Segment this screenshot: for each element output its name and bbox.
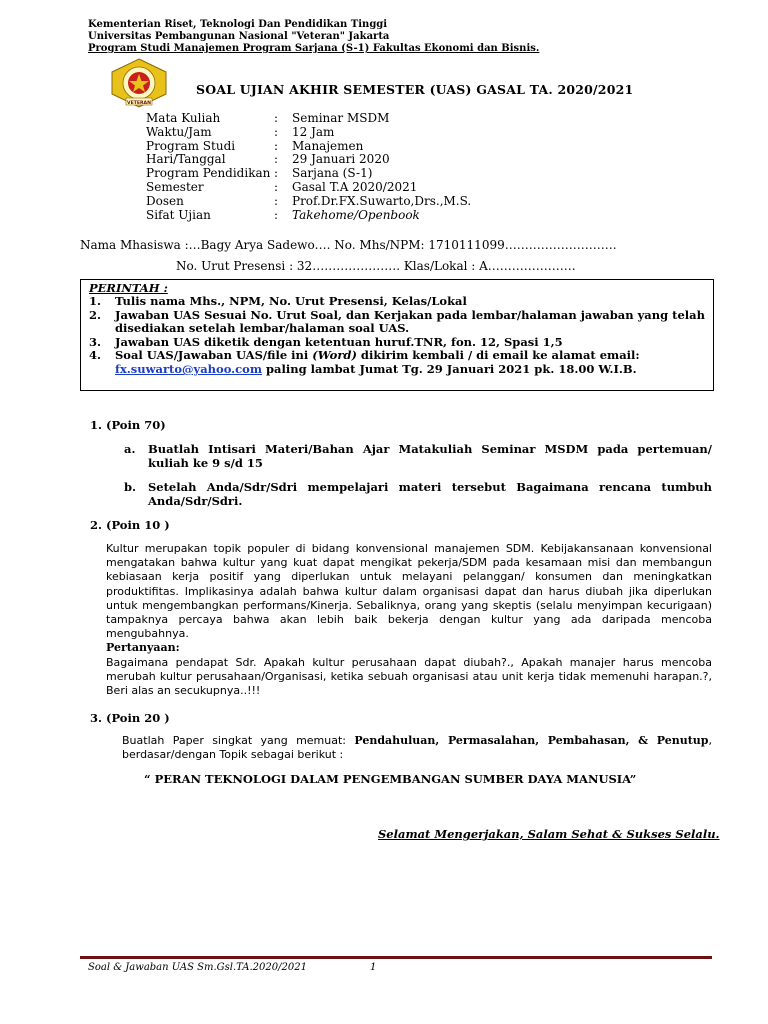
university-seal-icon (106, 58, 172, 108)
instruction-item: 4. Soal UAS/Jawaban UAS/file ini (Word) dikirim kembali / di email ke alamat email: fx.suwarto@yahoo.com paling lambat Jumat Tg. 29 Januari 2021 pk. 18.00 W.I.B. (89, 348, 640, 376)
meta-value: Sarjana (S-1) (292, 166, 373, 181)
meta-row (146, 167, 471, 181)
program-name: Program Studi Manajemen Program Sarjana (S-1) Fakultas Ekonomi dan Bisnis. (88, 43, 540, 54)
meta-colon: : (274, 138, 279, 153)
meta-colon: : (274, 179, 279, 194)
email-link[interactable]: fx.suwarto@yahoo.com (115, 361, 263, 376)
meta-label: Mata Kuliah (146, 111, 221, 125)
question-1a: a. Buatlah Intisari Materi/Bahan Ajar Matakuliah Seminar MSDM pada pertemuan/ kuliah ke 9 s/d 15 (124, 442, 712, 470)
meta-label: Sifat Ujian (146, 207, 211, 222)
instructions-title: PERINTAH : (89, 281, 168, 295)
instructions-box (80, 279, 714, 391)
footer-title: Soal & Jawaban UAS Sm.Gsl.TA.2020/2021 (88, 962, 307, 973)
meta-colon: : (274, 152, 279, 167)
meta-row (146, 153, 471, 167)
meta-label: Waktu/Jam (146, 124, 212, 139)
question-3-text: Buatlah Paper singkat yang memuat: Pendahuluan, Permasalahan, Pembahasan, & Penutup, berdasar/dengan Topik sebagai berikut : (122, 734, 712, 762)
meta-row (146, 140, 471, 154)
meta-row (146, 209, 471, 223)
meta-label: Hari/Tanggal (146, 152, 226, 167)
meta-value: Manajemen (292, 138, 364, 153)
instruction-item: 2. Jawaban UAS Sesuai No. Urut Soal, dan Kerjakan pada lembar/halaman jawaban yang telah disediakan setelah lembar/halaman soal UAS. (89, 307, 705, 336)
student-name-line: Nama Mhasiswa :…Bagy Arya Sadewo…. No. Mhs/NPM: 1710111099………………………. (80, 238, 617, 252)
exam-title: SOAL UJIAN AKHIR SEMESTER (UAS) GASAL TA. 2020/2021 (196, 82, 634, 97)
footer-rule (80, 956, 712, 959)
meta-label: Semester (146, 179, 204, 194)
meta-value: 29 Januari 2020 (292, 152, 390, 167)
instruction-item: 3. Jawaban UAS diketik dengan ketentuan huruf.TNR, fon. 12, Spasi 1,5 (89, 334, 563, 349)
svg-text:VETERAN: VETERAN (127, 100, 151, 106)
question-1b: b. Setelah Anda/Sdr/Sdri mempelajari materi tersebut Bagaimana rencana tumbuh Anda/Sdr/Sdri. (124, 480, 712, 508)
university-name: Universitas Pembangunan Nasional "Veteran" Jakarta (88, 31, 390, 42)
meta-colon: : (274, 111, 279, 125)
meta-row (146, 181, 471, 195)
ministry-name: Kementerian Riset, Teknologi Dan Pendidikan Tinggi (88, 19, 388, 30)
exam-meta (146, 112, 471, 222)
meta-colon: : (274, 166, 279, 181)
meta-label: Dosen (146, 193, 184, 208)
meta-label: Program Studi (146, 138, 236, 153)
meta-row (146, 112, 471, 126)
closing-message: Selamat Mengerjakan, Salam Sehat & Sukses Selalu. (378, 827, 720, 841)
meta-colon: : (274, 124, 279, 139)
paper-topic: “ PERAN TEKNOLOGI DALAM PENGEMBANGAN SUMBER DAYA MANUSIA” (144, 772, 637, 786)
meta-value: Gasal T.A 2020/2021 (292, 179, 418, 194)
student-attendance-line: No. Urut Presensi : 32…………………. Klas/Lokal : A…………………. (176, 259, 576, 273)
meta-value: 12 Jam (292, 124, 335, 139)
meta-colon: : (274, 207, 279, 222)
meta-value: Takehome/Openbook (292, 207, 420, 222)
instruction-item: 1. Tulis nama Mhs., NPM, No. Urut Presensi, Kelas/Lokal (89, 294, 467, 308)
meta-label: Program Pendidikan (146, 166, 271, 181)
question-label: Pertanyaan: (106, 641, 180, 655)
meta-row (146, 126, 471, 140)
meta-row (146, 195, 471, 209)
meta-colon: : (274, 193, 279, 208)
question-3-label: 3. (Poin 20 ) (90, 711, 170, 725)
meta-value: Seminar MSDM (292, 111, 390, 125)
page-number: 1 (370, 962, 377, 973)
question-2-label: 2. (Poin 10 ) (90, 518, 170, 532)
meta-value: Prof.Dr.FX.Suwarto,Drs.,M.S. (292, 193, 472, 208)
question-2-paragraph: Kultur merupakan topik populer di bidang konvensional manajemen SDM. Kebijakansanaan konvensional mengatakan bahwa kultur yang kuat dapat mengikat pekerja/SDM pada kesamaan misi dan membangun kebiasaan kerja positif yang diperlukan untuk melayani pelanggan/ konsumen dan meningkatkan produktifitas. Implikasinya adalah bahwa kultur dalam organisasi dapat dan harus diubah jika diperlukan untuk mengembangkan performans/Kinerja. Sebaliknya, orang yang skeptis (selalu menyimpan kecurigaan) tampaknya percaya bahwa akan lebih baik bekerja dengan kultur yang ada daripada mencoba mengubahnya. Pertanyaan: Bagaimana pendapat Sdr. Apakah kultur perusahaan dapat diubah?., Apakah manajer harus mencoba merubah kultur perusahaan/Organisasi, ketika sebuah organisasi atau unit kerja tidak memenuhi harapan.?, Beri alas an secukupnya..!!! (106, 542, 712, 698)
question-1-label: 1. (Poin 70) (90, 418, 166, 432)
